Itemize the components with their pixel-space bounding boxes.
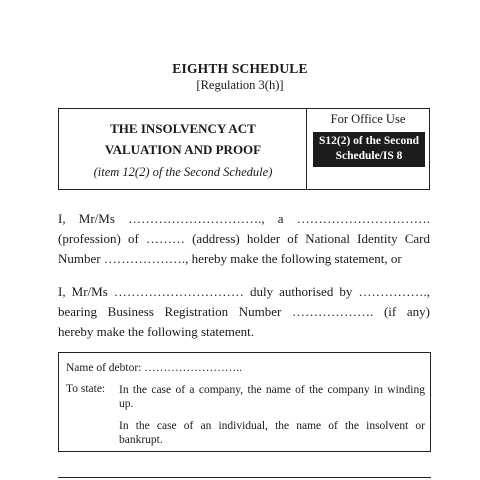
regulation-reference: [Regulation 3(h)] — [196, 78, 284, 92]
individual-statement-line-2: (profession) of ……… (address) holder of National Identity Card — [58, 231, 430, 246]
schedule-title: EIGHTH SCHEDULE — [172, 61, 308, 76]
individual-instruction-line-1: In the case of an individual, the name of the insolvent or — [119, 420, 425, 432]
company-statement-paragraph — [58, 282, 430, 342]
office-use-label: For Office Use — [330, 112, 406, 126]
individual-instruction-line-2: bankrupt. — [119, 434, 163, 446]
office-use-reference — [313, 132, 425, 167]
next-section-border — [58, 477, 431, 478]
form-title: VALUATION AND PROOF — [104, 142, 262, 157]
act-header-box — [58, 108, 430, 190]
individual-statement-paragraph — [58, 209, 430, 269]
company-instruction — [119, 383, 425, 411]
individual-instruction — [119, 419, 425, 447]
company-statement-line-3: hereby make the following statement. — [58, 324, 255, 339]
act-title: THE INSOLVENCY ACT — [110, 121, 256, 136]
company-instruction-line-1: In the case of a company, the name of the company in winding — [119, 384, 425, 396]
office-ref-line-1: S12(2) of the Second — [319, 135, 419, 147]
company-statement-line-2: bearing Business Registration Number ………………. (if any) — [58, 304, 430, 319]
schedule-item-reference: (item 12(2) of the Second Schedule) — [93, 165, 273, 179]
office-ref-line-2: Schedule/IS 8 — [335, 150, 403, 162]
individual-statement-line-1: I, Mr/Ms …………………………., a …………………………. — [58, 211, 430, 226]
to-state-label: To state: — [66, 383, 106, 395]
debtor-name-field: Name of debtor: …………………….. — [66, 362, 242, 374]
company-instruction-line-2: up. — [119, 398, 134, 410]
debtor-details-box — [58, 352, 431, 452]
company-statement-line-1: I, Mr/Ms ………………………… duly authorised by ……………., — [58, 284, 430, 299]
act-title-cell — [59, 109, 307, 189]
individual-statement-line-3: Number ………………., hereby make the following statement, or — [58, 251, 402, 266]
